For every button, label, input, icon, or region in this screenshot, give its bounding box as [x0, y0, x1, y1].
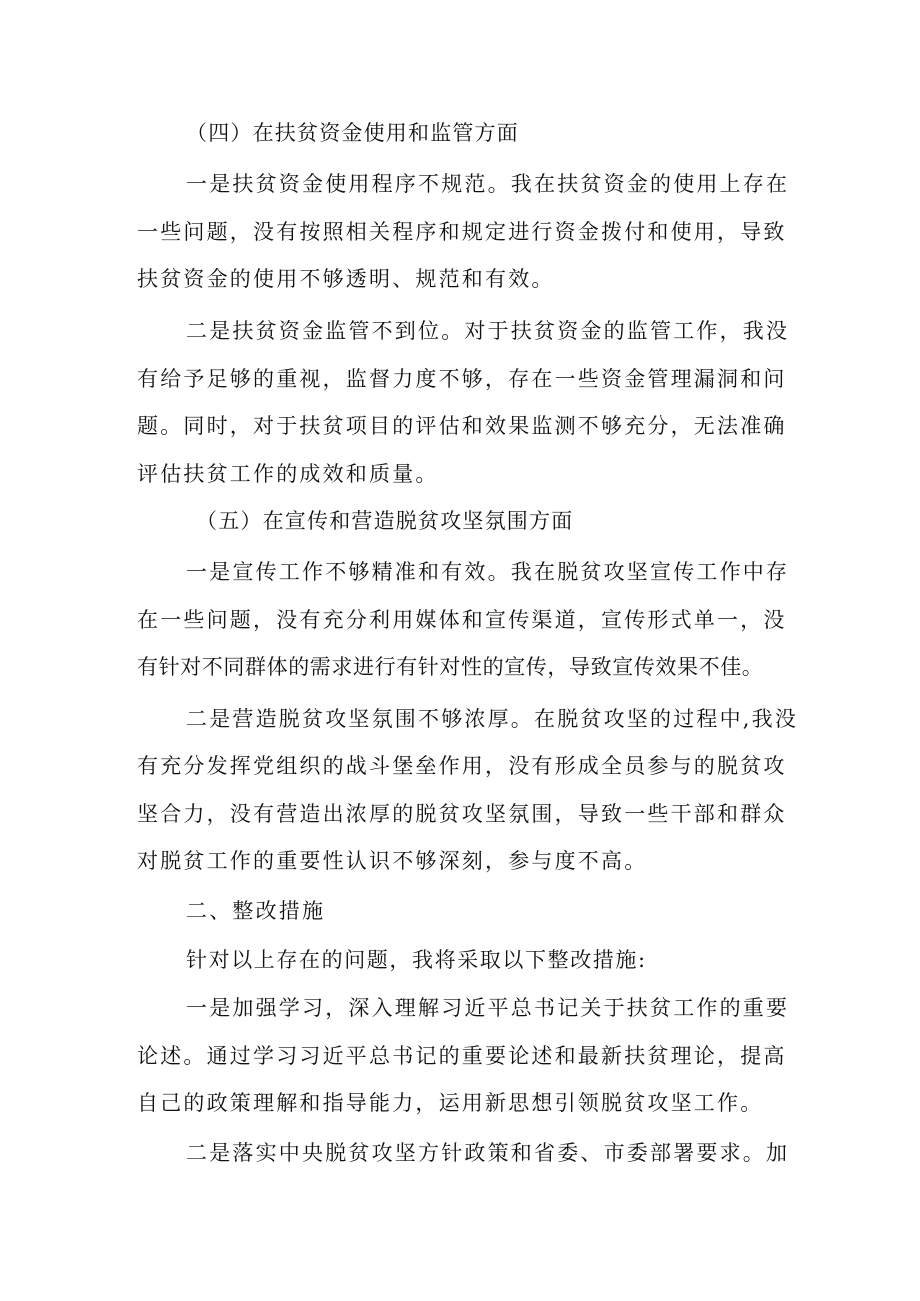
paragraph-line: 二是扶贫资金监管不到位。对于扶贫资金的监管工作，我没: [186, 319, 790, 343]
paragraph-line: 扶贫资金的使用不够透明、规范和有效。: [137, 267, 555, 291]
paragraph-line: 二是落实中央脱贫攻坚方针政策和省委、市委部署要求。加: [186, 1141, 790, 1165]
paragraph-line: 一是宣传工作不够精准和有效。我在脱贫攻坚宣传工作中存: [186, 560, 790, 584]
section-heading-five: （五）在宣传和营造脱贫攻坚氛围方面: [196, 509, 574, 533]
paragraph-line: 在一些问题，没有充分利用媒体和宣传渠道，宣传形式单一，没: [137, 608, 787, 632]
intro-line: 针对以上存在的问题，我将采取以下整改措施:: [186, 948, 647, 972]
section-heading-four: （四）在扶贫资金使用和监管方面: [186, 121, 519, 145]
paragraph-line: 评估扶贫工作的成效和质量。: [137, 462, 439, 486]
paragraph-line: 一是扶贫资金使用程序不规范。我在扶贫资金的使用上存在: [186, 172, 790, 196]
paragraph-line: 一些问题，没有按照相关程序和规定进行资金拨付和使用，导致: [137, 220, 787, 244]
paragraph-line: 有针对不同群体的需求进行有针对性的宣传，导致宣传效果不佳。: [137, 655, 764, 679]
paragraph-line: 对脱贫工作的重要性认识不够深刻，参与度不高。: [137, 849, 648, 873]
paragraph-line: 题。同时，对于扶贫项目的评估和效果监测不够充分，无法准确: [137, 414, 787, 438]
paragraph-line: 有给予足够的重视，监督力度不够，存在一些资金管理漏洞和问: [137, 367, 787, 391]
section-heading-two: 二、整改措施: [186, 899, 326, 923]
paragraph-line: 有充分发挥党组织的战斗堡垒作用，没有形成全员参与的脱贫攻: [137, 754, 787, 778]
paragraph-line: 二是营造脱贫攻坚氛围不够浓厚。在脱贫攻坚的过程中,我没: [186, 707, 799, 731]
paragraph-line: 一是加强学习，深入理解习近平总书记关于扶贫工作的重要: [186, 996, 790, 1020]
paragraph-line: 自己的政策理解和指导能力，运用新思想引领脱贫攻坚工作。: [137, 1091, 764, 1115]
paragraph-line: 坚合力，没有营造出浓厚的脱贫攻坚氛围，导致一些干部和群众: [137, 802, 787, 826]
paragraph-line: 论述。通过学习习近平总书记的重要论述和最新扶贫理论，提高: [137, 1044, 787, 1068]
